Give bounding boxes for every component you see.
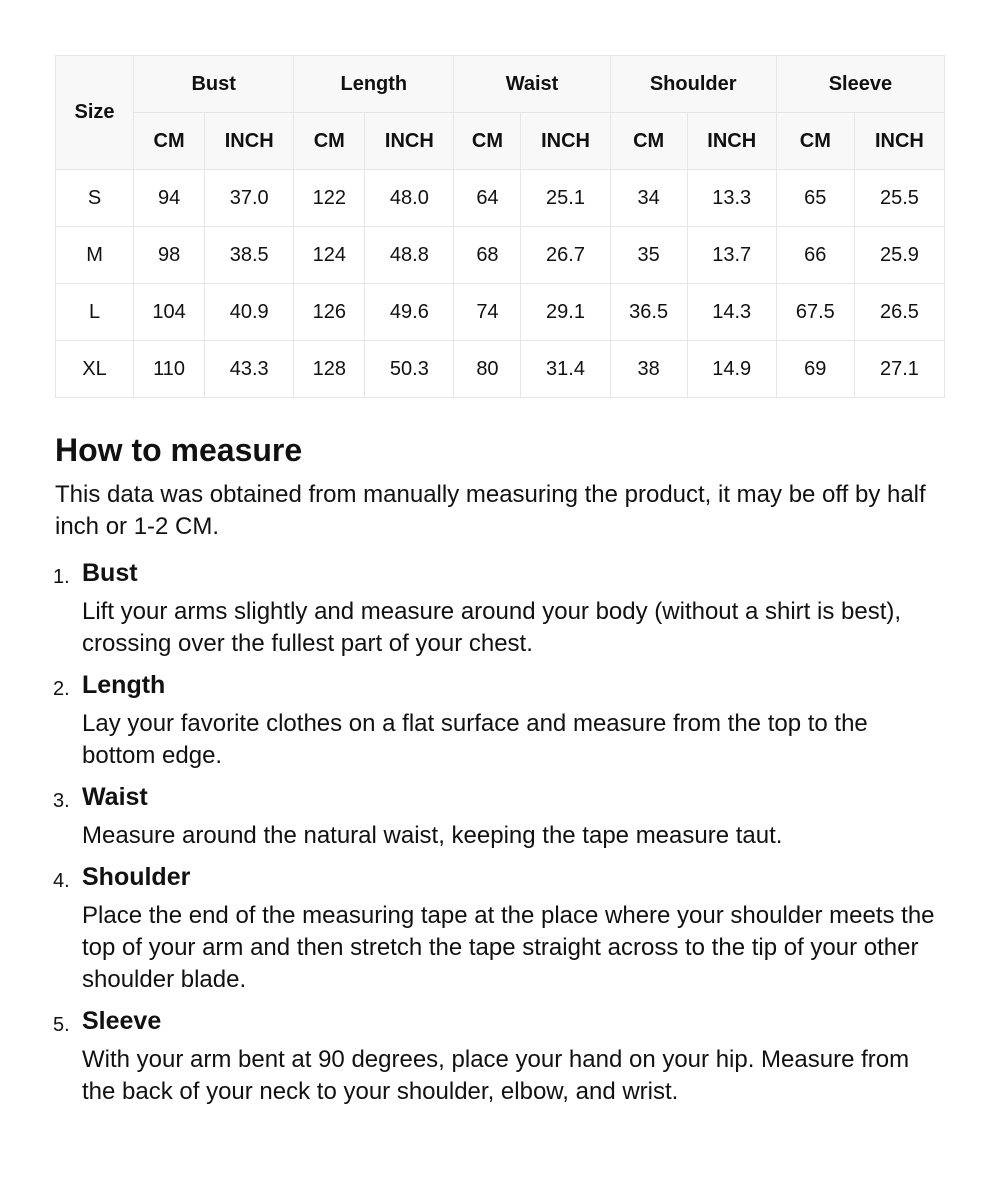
table-cell: 65 — [776, 170, 854, 227]
table-cell: 38.5 — [205, 227, 294, 284]
group-header-length: Length — [294, 56, 454, 113]
step-description: Measure around the natural waist, keeping the tape measure taut. — [82, 821, 783, 849]
table-cell: 36.5 — [610, 284, 687, 341]
list-item — [55, 1005, 945, 1108]
step-description: Lift your arms slightly and measure around your body (without a shirt is best), crossing over the fullest part of your chest. — [82, 597, 902, 657]
unit-header: CM — [454, 113, 521, 170]
group-header-shoulder: Shoulder — [610, 56, 776, 113]
size-cell: L — [56, 284, 134, 341]
table-cell: 35 — [610, 227, 687, 284]
table-cell: 48.0 — [365, 170, 454, 227]
unit-header: INCH — [365, 113, 454, 170]
table-cell: 14.9 — [687, 341, 776, 398]
step-title: Sleeve — [82, 1006, 162, 1035]
unit-header: CM — [134, 113, 205, 170]
table-cell: 31.4 — [521, 341, 610, 398]
table-cell: 126 — [294, 284, 365, 341]
step-number: 5. — [53, 1013, 70, 1036]
unit-header: INCH — [205, 113, 294, 170]
list-item — [55, 669, 945, 772]
unit-header: INCH — [854, 113, 944, 170]
size-cell: XL — [56, 341, 134, 398]
step-number: 1. — [53, 565, 70, 588]
step-description: Place the end of the measuring tape at the place where your shoulder meets the top of your arm and then stretch the tape straight across to the tip of your other shoulder blade. — [82, 901, 935, 993]
table-cell: 98 — [134, 227, 205, 284]
table-cell: 49.6 — [365, 284, 454, 341]
size-cell: S — [56, 170, 134, 227]
table-row — [56, 341, 945, 398]
table-cell: 74 — [454, 284, 521, 341]
table-row — [56, 284, 945, 341]
table-cell: 50.3 — [365, 341, 454, 398]
table-cell: 64 — [454, 170, 521, 227]
table-cell: 128 — [294, 341, 365, 398]
size-chart-table — [55, 55, 945, 398]
table-cell: 110 — [134, 341, 205, 398]
step-description: Lay your favorite clothes on a flat surface and measure from the top to the bottom edge. — [82, 709, 868, 769]
list-item — [55, 557, 945, 660]
step-title: Bust — [82, 558, 138, 587]
table-row — [56, 170, 945, 227]
group-header-bust: Bust — [134, 56, 294, 113]
how-to-measure-heading: How to measure — [55, 432, 303, 468]
table-cell: 48.8 — [365, 227, 454, 284]
table-cell: 43.3 — [205, 341, 294, 398]
step-title: Length — [82, 670, 166, 699]
table-cell: 14.3 — [687, 284, 776, 341]
table-cell: 34 — [610, 170, 687, 227]
intro-paragraph: This data was obtained from manually measuring the product, it may be off by half inch or 1-2 CM. — [55, 480, 926, 540]
table-cell: 40.9 — [205, 284, 294, 341]
table-cell: 26.7 — [521, 227, 610, 284]
table-cell: 25.9 — [854, 227, 944, 284]
table-cell: 25.1 — [521, 170, 610, 227]
table-cell: 25.5 — [854, 170, 944, 227]
measure-steps-list — [55, 557, 945, 1108]
step-title: Waist — [82, 782, 148, 811]
table-cell: 80 — [454, 341, 521, 398]
size-cell: M — [56, 227, 134, 284]
unit-header: CM — [776, 113, 854, 170]
table-cell: 124 — [294, 227, 365, 284]
header-row-units — [56, 113, 945, 170]
table-cell: 68 — [454, 227, 521, 284]
unit-header: CM — [610, 113, 687, 170]
table-cell: 66 — [776, 227, 854, 284]
step-number: 4. — [53, 869, 70, 892]
unit-header: INCH — [521, 113, 610, 170]
table-cell: 13.3 — [687, 170, 776, 227]
step-number: 2. — [53, 677, 70, 700]
table-cell: 37.0 — [205, 170, 294, 227]
table-cell: 69 — [776, 341, 854, 398]
header-row-groups — [56, 56, 945, 113]
table-cell: 104 — [134, 284, 205, 341]
unit-header: INCH — [687, 113, 776, 170]
step-description: With your arm bent at 90 degrees, place your hand on your hip. Measure from the back of your neck to your shoulder, elbow, and wrist. — [82, 1045, 910, 1105]
table-cell: 13.7 — [687, 227, 776, 284]
list-item — [55, 861, 945, 996]
size-header: Size — [56, 56, 134, 170]
step-number: 3. — [53, 789, 70, 812]
unit-header: CM — [294, 113, 365, 170]
step-title: Shoulder — [82, 862, 191, 891]
table-cell: 29.1 — [521, 284, 610, 341]
table-row — [56, 227, 945, 284]
table-cell: 38 — [610, 341, 687, 398]
group-header-sleeve: Sleeve — [776, 56, 944, 113]
table-cell: 27.1 — [854, 341, 944, 398]
table-cell: 67.5 — [776, 284, 854, 341]
list-item — [55, 781, 945, 852]
table-cell: 94 — [134, 170, 205, 227]
table-cell: 26.5 — [854, 284, 944, 341]
group-header-waist: Waist — [454, 56, 610, 113]
table-cell: 122 — [294, 170, 365, 227]
